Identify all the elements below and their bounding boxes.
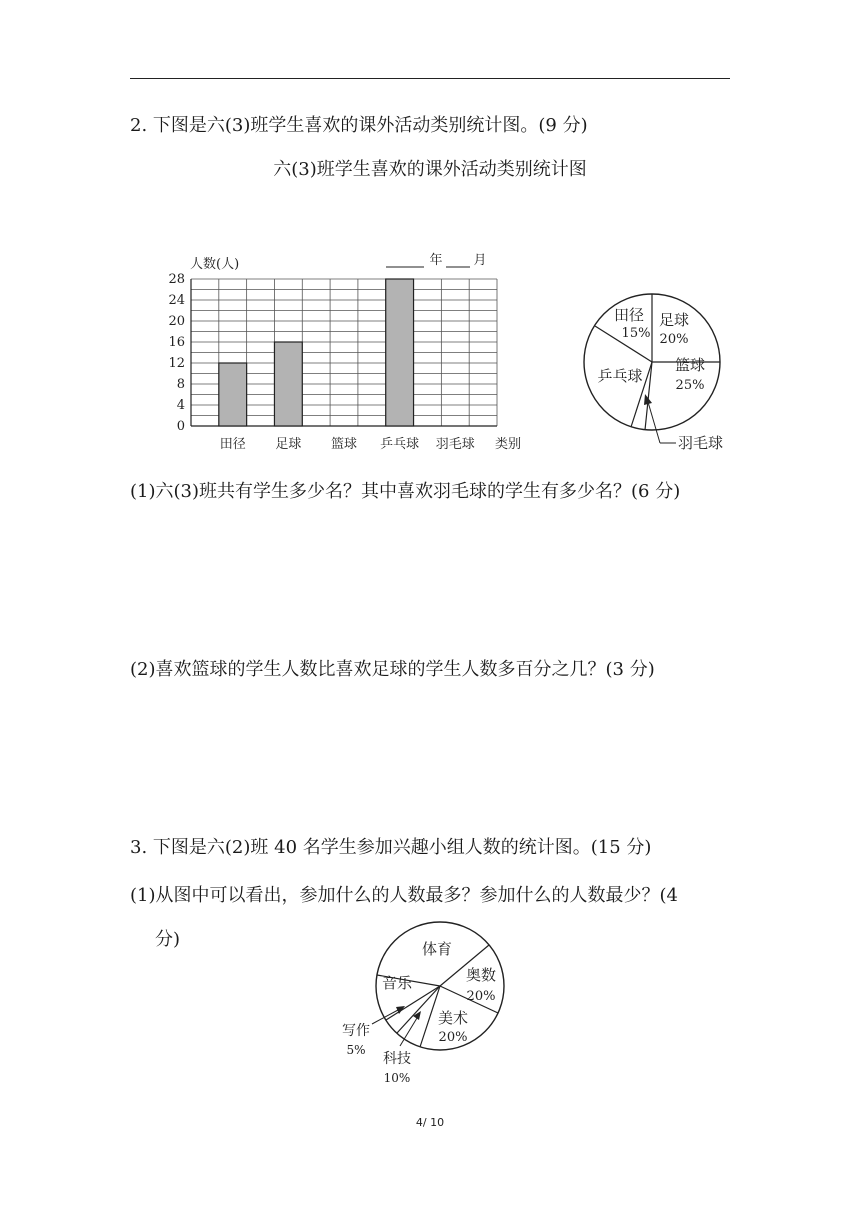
bar-x-category-label: 羽毛球 bbox=[435, 437, 475, 452]
pie1-label-lanqiu: 篮球 bbox=[674, 356, 706, 374]
bar-x-category-label: 乒乓球 bbox=[380, 437, 420, 452]
q2-heading: 2. 下图是六(3)班学生喜欢的课外活动类别统计图。(9 分) bbox=[130, 115, 588, 136]
bar-y-tick-label: 12 bbox=[168, 356, 185, 371]
bar-y-tick-label: 24 bbox=[168, 293, 185, 308]
pie2-pct-xiezuo: 5% bbox=[346, 1043, 366, 1057]
pie1-label-yumaoqiu: 羽毛球 bbox=[678, 434, 724, 452]
bar-y-tick-label: 28 bbox=[168, 272, 185, 287]
pie2-label-tiyu: 体育 bbox=[421, 940, 453, 958]
date-blank-year: 年 bbox=[429, 253, 443, 268]
pie1-label-pingpang: 乒乓球 bbox=[597, 367, 643, 385]
bar-x-category-label: 田径 bbox=[219, 437, 246, 452]
pie1-label-zuqiu: 足球 bbox=[658, 311, 690, 329]
page-number: 4/ 10 bbox=[415, 1116, 445, 1129]
q2-sub2: (2)喜欢篮球的学生人数比喜欢足球的学生人数多百分之几？(3 分) bbox=[130, 659, 655, 680]
pie1-label-tianjing: 田径 bbox=[613, 306, 645, 324]
bar-y-tick-label: 16 bbox=[168, 335, 185, 350]
pie1-pct-tianjing: 15% bbox=[621, 326, 651, 341]
pie2-arrow-line bbox=[372, 1010, 398, 1024]
q3-heading: 3. 下图是六(2)班 40 名学生参加兴趣小组人数的统计图。(15 分) bbox=[130, 837, 652, 858]
pie2-label-xiezuo: 写作 bbox=[342, 1023, 370, 1039]
pie1-pct-zuqiu: 20% bbox=[659, 332, 689, 347]
pie2-pct-meishu: 20% bbox=[438, 1030, 468, 1045]
pie2-label-meishu: 美术 bbox=[437, 1009, 469, 1027]
q3-sub1-line2: 分) bbox=[155, 929, 181, 950]
bar-y-tick-label: 4 bbox=[176, 398, 185, 413]
date-blank-month: 月 bbox=[473, 253, 487, 268]
bar-chart-y-label: 人数(人) bbox=[190, 257, 240, 272]
q2-sub1: (1)六(3)班共有学生多少名？其中喜欢羽毛球的学生有多少名？(6 分) bbox=[130, 481, 681, 502]
q3-sub1-line1: (1)从图中可以看出，参加什么的人数最多？参加什么的人数最少？(4 bbox=[130, 885, 678, 906]
bar-x-category-label: 足球 bbox=[275, 437, 302, 452]
pie2-label-yinyue: 音乐 bbox=[381, 974, 413, 992]
bar-y-tick-label: 8 bbox=[176, 377, 185, 392]
bar-chart-x-label: 类别 bbox=[494, 437, 522, 452]
pie1-pct-lanqiu: 25% bbox=[675, 378, 705, 393]
q2-chart-title: 六(3)班学生喜欢的课外活动类别统计图 bbox=[273, 159, 587, 180]
bar-y-tick-label: 0 bbox=[176, 419, 185, 434]
pie2-pct-aoshu: 20% bbox=[466, 989, 496, 1004]
pie2-label-aoshu: 奥数 bbox=[465, 966, 497, 984]
pie2-pct-keji: 10% bbox=[383, 1071, 411, 1085]
pie2-label-keji: 科技 bbox=[383, 1051, 411, 1067]
pie2-arrowhead bbox=[413, 1011, 421, 1020]
bar-x-category-label: 篮球 bbox=[330, 437, 358, 452]
bar-y-tick-label: 20 bbox=[168, 314, 185, 329]
